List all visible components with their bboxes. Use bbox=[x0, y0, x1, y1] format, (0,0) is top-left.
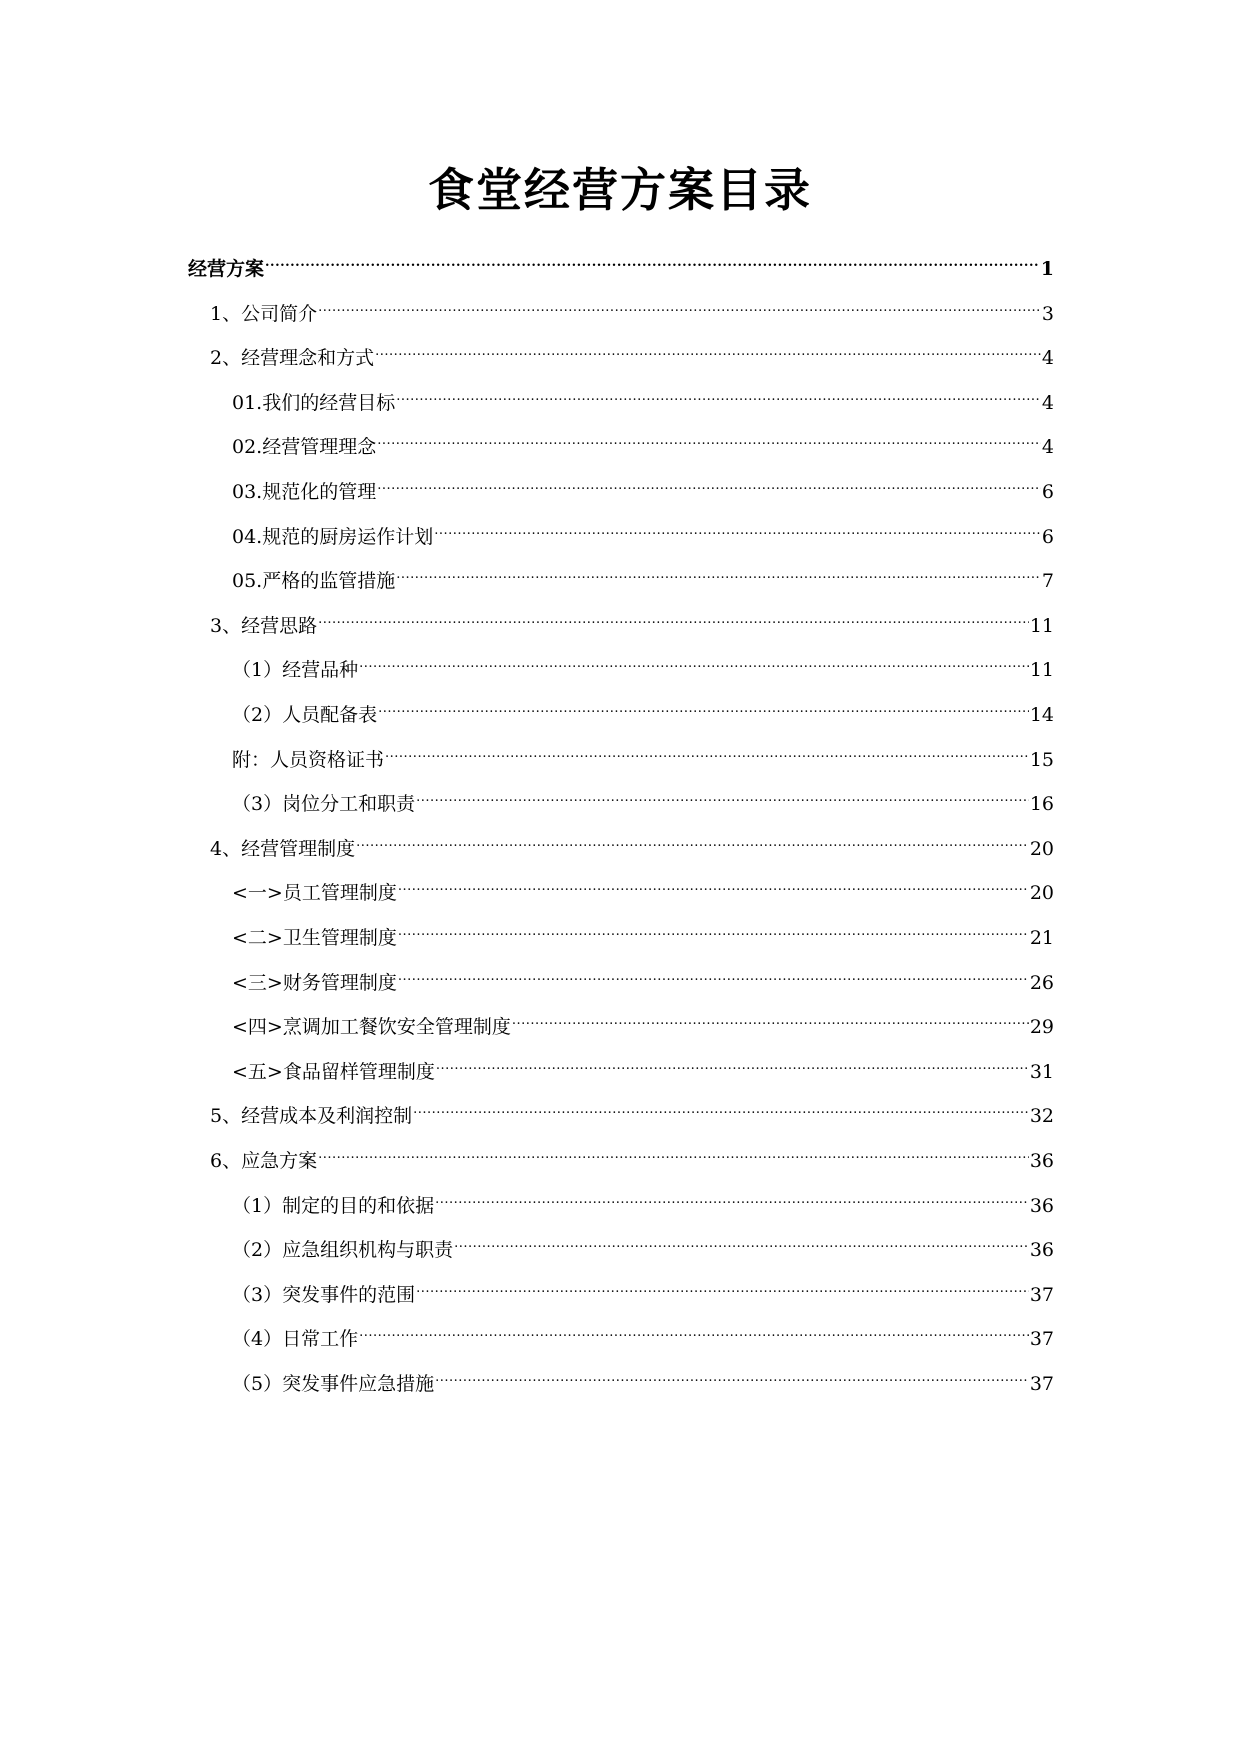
toc-entry-text: （3）岗位分工和职责 bbox=[232, 793, 416, 815]
toc-entry-text: 01.我们的经营目标 bbox=[232, 392, 396, 414]
toc-page-number: 26 bbox=[1029, 972, 1054, 994]
toc-dot-leader bbox=[377, 468, 1041, 498]
toc-entry-text: 4、经营管理制度 bbox=[210, 838, 356, 860]
toc-entry[interactable] bbox=[210, 334, 1054, 369]
toc-page-number: 36 bbox=[1029, 1195, 1054, 1217]
toc-entry[interactable] bbox=[232, 1003, 1054, 1038]
toc-dot-leader bbox=[435, 1182, 1029, 1212]
toc-page-number: 20 bbox=[1029, 838, 1054, 860]
toc-page-number: 21 bbox=[1029, 927, 1054, 949]
toc-page-number: 4 bbox=[1041, 436, 1054, 458]
toc-dot-leader bbox=[318, 290, 1041, 320]
toc-entry[interactable] bbox=[232, 1360, 1054, 1395]
toc-entry-text: （3）突发事件的范围 bbox=[232, 1284, 416, 1306]
toc-page-number: 37 bbox=[1029, 1328, 1054, 1350]
toc-entry-text: 经营方案 bbox=[188, 258, 265, 280]
toc-dot-leader bbox=[378, 691, 1029, 721]
toc-entry[interactable] bbox=[232, 914, 1054, 949]
toc-dot-leader bbox=[512, 1003, 1029, 1033]
toc-entry[interactable] bbox=[232, 513, 1054, 548]
toc-dot-leader bbox=[434, 513, 1041, 543]
toc-dot-leader bbox=[416, 780, 1029, 810]
toc-entry-text: 3、经营思路 bbox=[210, 615, 318, 637]
toc-entry[interactable] bbox=[232, 1182, 1054, 1217]
toc-dot-leader bbox=[398, 959, 1029, 989]
toc-entry[interactable] bbox=[232, 736, 1054, 771]
toc-page-number: 16 bbox=[1029, 793, 1054, 815]
toc-dot-leader bbox=[396, 557, 1041, 587]
toc-dot-leader bbox=[375, 334, 1041, 364]
toc-entry-text: （5）突发事件应急措施 bbox=[232, 1373, 435, 1395]
toc-dot-leader bbox=[385, 736, 1029, 766]
toc-dot-leader bbox=[398, 914, 1029, 944]
toc-entry[interactable] bbox=[188, 245, 1054, 280]
toc-entry[interactable] bbox=[232, 379, 1054, 414]
toc-dot-leader bbox=[377, 423, 1041, 453]
toc-dot-leader bbox=[359, 646, 1029, 676]
toc-dot-leader bbox=[318, 1137, 1029, 1167]
toc-page-number: 6 bbox=[1041, 526, 1054, 548]
toc-dot-leader bbox=[356, 825, 1029, 855]
toc-entry-text: （1）经营品种 bbox=[232, 659, 359, 681]
toc-page-number: 20 bbox=[1029, 882, 1054, 904]
page-title: 食堂经营方案目录 bbox=[428, 163, 812, 217]
toc-entry[interactable] bbox=[232, 1315, 1054, 1350]
toc-entry[interactable] bbox=[232, 423, 1054, 458]
toc-entry[interactable] bbox=[232, 1226, 1054, 1261]
toc-entry[interactable] bbox=[232, 780, 1054, 815]
toc-entry-text: （2）应急组织机构与职责 bbox=[232, 1239, 454, 1261]
toc-entry-text: 05.严格的监管措施 bbox=[232, 570, 396, 592]
toc-page-number: 31 bbox=[1029, 1061, 1054, 1083]
toc-entry[interactable] bbox=[210, 602, 1054, 637]
toc-entry[interactable] bbox=[232, 468, 1054, 503]
toc-dot-leader bbox=[436, 1048, 1029, 1078]
toc-entry-text: （1）制定的目的和依据 bbox=[232, 1195, 435, 1217]
toc-page-number: 15 bbox=[1029, 749, 1054, 771]
toc-page-number: 4 bbox=[1041, 392, 1054, 414]
toc-entry-text: <五>食品留样管理制度 bbox=[232, 1061, 435, 1083]
toc-page-number: 7 bbox=[1041, 570, 1054, 592]
toc-entry[interactable] bbox=[232, 691, 1054, 726]
toc-entry-text: 2、经营理念和方式 bbox=[210, 347, 375, 369]
toc-entry[interactable] bbox=[210, 1092, 1054, 1127]
toc-entry[interactable] bbox=[210, 1137, 1054, 1172]
toc-entry-text: （4）日常工作 bbox=[232, 1328, 359, 1350]
toc-entry-text: <二>卫生管理制度 bbox=[232, 927, 397, 949]
toc-page-number: 36 bbox=[1029, 1239, 1054, 1261]
toc-page-number: 11 bbox=[1029, 615, 1054, 637]
toc-entry-text: 04.规范的厨房运作计划 bbox=[232, 526, 434, 548]
toc-page-number: 36 bbox=[1029, 1150, 1054, 1172]
toc-page-number: 6 bbox=[1041, 481, 1054, 503]
toc-dot-leader bbox=[359, 1315, 1029, 1345]
toc-page-number: 3 bbox=[1041, 303, 1054, 325]
toc-page-number: 32 bbox=[1029, 1105, 1054, 1127]
toc-page-number: 14 bbox=[1029, 704, 1054, 726]
toc-entry-text: <四>烹调加工餐饮安全管理制度 bbox=[232, 1016, 511, 1038]
toc-entry-text: 6、应急方案 bbox=[210, 1150, 318, 1172]
toc-page-number: 11 bbox=[1029, 659, 1054, 681]
toc-dot-leader bbox=[265, 245, 1040, 275]
toc-entry-text: <一>员工管理制度 bbox=[232, 882, 397, 904]
toc-entry-text: 1、公司简介 bbox=[210, 303, 318, 325]
toc-dot-leader bbox=[413, 1092, 1029, 1122]
toc-entry-text: 02.经营管理理念 bbox=[232, 436, 377, 458]
toc-entry-text: <三>财务管理制度 bbox=[232, 972, 397, 994]
toc-entry[interactable] bbox=[232, 959, 1054, 994]
toc-entry[interactable] bbox=[210, 290, 1054, 325]
toc-dot-leader bbox=[318, 602, 1029, 632]
toc-dot-leader bbox=[398, 869, 1029, 899]
toc-dot-leader bbox=[396, 379, 1041, 409]
toc-dot-leader bbox=[454, 1226, 1029, 1256]
toc-entry-text: （2）人员配备表 bbox=[232, 704, 378, 726]
toc-page-number: 37 bbox=[1029, 1373, 1054, 1395]
toc-entry-text: 附：人员资格证书 bbox=[232, 749, 385, 771]
toc-page-number: 29 bbox=[1029, 1016, 1054, 1038]
toc-entry[interactable] bbox=[232, 869, 1054, 904]
toc-page-number: 1 bbox=[1040, 258, 1054, 280]
toc-entry[interactable] bbox=[210, 825, 1054, 860]
toc-dot-leader bbox=[416, 1271, 1029, 1301]
toc-dot-leader bbox=[435, 1360, 1029, 1390]
toc-entry-text: 5、经营成本及利润控制 bbox=[210, 1105, 413, 1127]
toc-entry[interactable] bbox=[232, 1048, 1054, 1083]
toc-page-number: 37 bbox=[1029, 1284, 1054, 1306]
toc-page-number: 4 bbox=[1041, 347, 1054, 369]
toc-entry[interactable] bbox=[232, 557, 1054, 592]
toc-entry[interactable] bbox=[232, 1271, 1054, 1306]
toc-entry-text: 03.规范化的管理 bbox=[232, 481, 377, 503]
toc-entry[interactable] bbox=[232, 646, 1054, 681]
